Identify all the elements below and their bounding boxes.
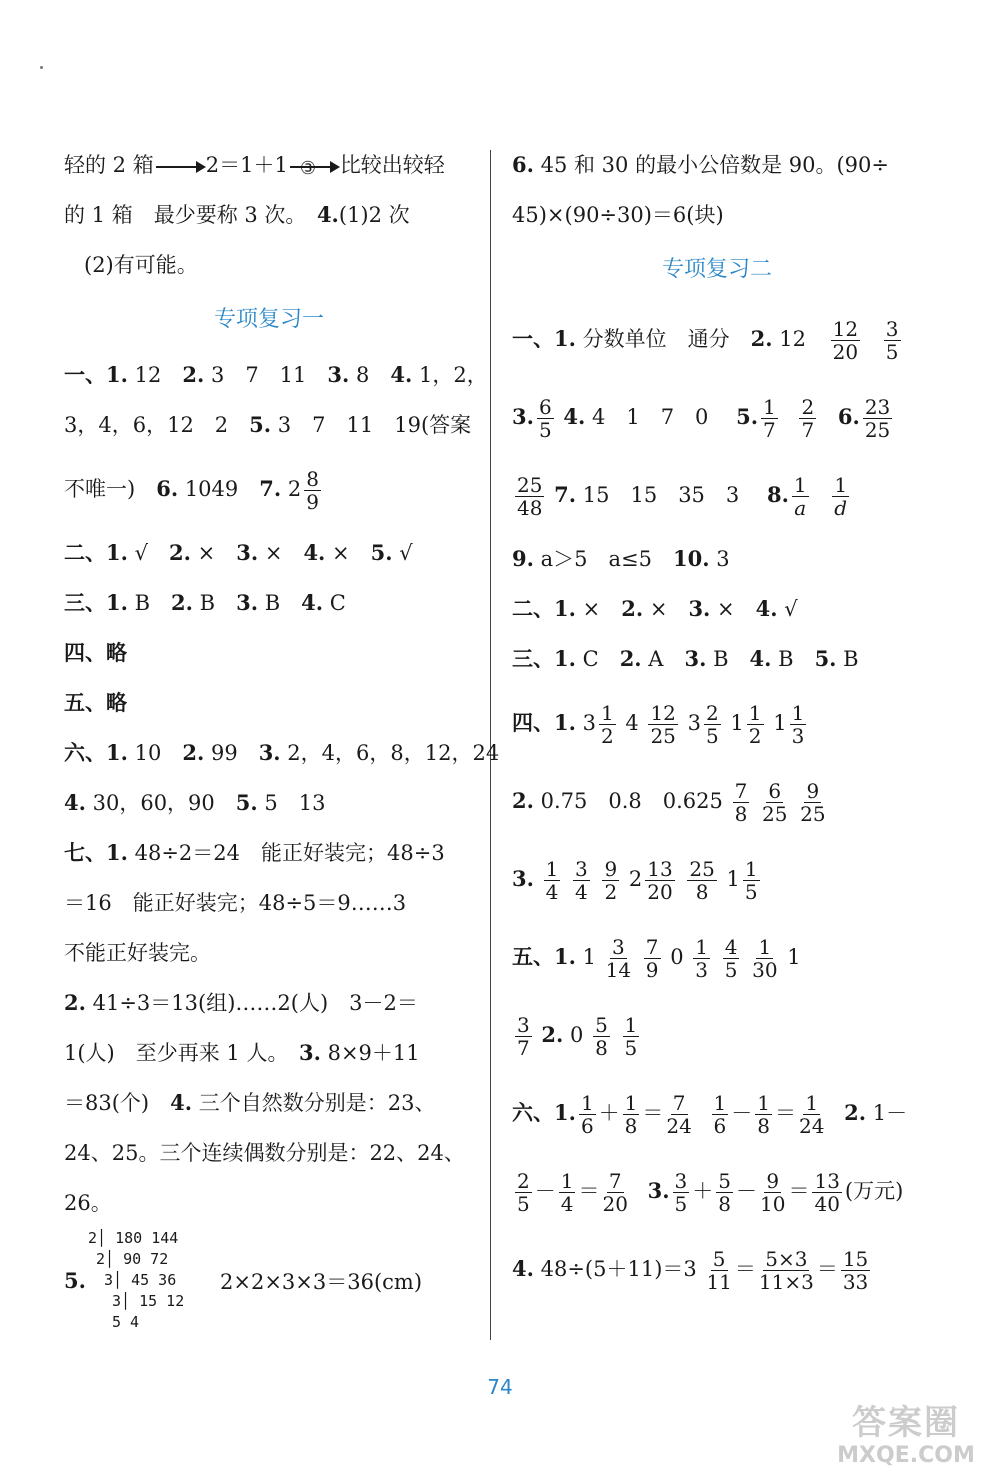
- fraction: $\frac{1}{d}$: [834, 473, 848, 520]
- text: 不能正好装完。: [64, 941, 211, 965]
- text: 1(人) 至少再来 1 人。: [64, 1041, 299, 1065]
- question-number: 3.: [512, 866, 534, 891]
- question-number: 2.: [169, 540, 191, 565]
- fraction: $\frac{3}{7}$: [517, 1013, 530, 1060]
- left-column: [64, 140, 500, 1338]
- text: 30，60，90: [85, 791, 236, 815]
- question-number: 三、1.: [64, 590, 128, 615]
- division-row: 2│ 90 72: [96, 1250, 169, 1268]
- text: ×: [325, 541, 371, 565]
- question-number: 3.: [236, 590, 259, 615]
- answer-line: [512, 840, 922, 918]
- answer-line: [64, 528, 474, 578]
- answer-line: [64, 928, 474, 978]
- question-number: 5.: [814, 646, 837, 671]
- watermark-url: MXQE.COM: [837, 1443, 975, 1468]
- text: 5 13: [257, 791, 326, 815]
- text: 2，4，6，8，12，24: [280, 741, 500, 765]
- question-number: 2.: [171, 590, 193, 615]
- text: 2＝1＋1: [205, 153, 288, 177]
- question-number: 六、1.: [512, 1100, 576, 1125]
- fraction: $\frac{1}{3}$: [695, 935, 708, 982]
- fraction: $\frac{9}{2}$: [604, 857, 618, 904]
- answer-line: [64, 828, 474, 878]
- section-heading: 专项复习二: [661, 257, 772, 282]
- text: √: [777, 597, 798, 621]
- question-number: 5.: [370, 540, 393, 565]
- text: 26。: [64, 1191, 112, 1215]
- answer-line: [512, 456, 922, 534]
- answer-line: [64, 728, 500, 778]
- question-number: 3.: [298, 1040, 321, 1065]
- answer-line: [512, 190, 922, 240]
- text: 41÷3＝13(组)……2(人) 3－2＝: [85, 991, 418, 1015]
- question-number: 3.: [512, 404, 534, 429]
- text: 1－: [866, 1101, 908, 1125]
- text: 3: [687, 711, 701, 735]
- question-number: 一、1.: [64, 362, 128, 387]
- text: 10: [127, 741, 183, 765]
- text: B: [771, 647, 815, 671]
- question-number: 2.: [182, 740, 205, 765]
- question-number: 4.: [749, 646, 772, 671]
- operator: ＋: [598, 1101, 620, 1125]
- text: 0: [563, 1023, 591, 1047]
- fraction: $\frac{4}{5}$: [724, 935, 738, 982]
- answer-line: [512, 584, 922, 634]
- answer-line: [64, 878, 474, 928]
- question-number: 2.: [64, 990, 86, 1015]
- answer-line: [512, 534, 922, 584]
- watermark-text: 答案圈: [852, 1403, 960, 1443]
- question-number: 6.: [512, 152, 534, 177]
- division-row: 3│ 15 12: [112, 1292, 185, 1310]
- fraction: $\frac{1}{5}$: [624, 1013, 638, 1060]
- fraction: $\frac{1}{5}$: [744, 857, 758, 904]
- question-number: 9.: [512, 546, 534, 571]
- text: 三个自然数分别是：23、: [192, 1091, 436, 1115]
- text: C: [575, 647, 620, 671]
- question-number: 5.: [736, 404, 759, 429]
- text: 0: [670, 945, 691, 969]
- circled-number: ③: [299, 157, 316, 179]
- fraction: $\frac{1}{8}$: [624, 1091, 638, 1138]
- text: 2: [628, 867, 643, 891]
- question-number: 3.: [647, 1178, 670, 1203]
- fraction: $\frac{1}{2}$: [600, 701, 614, 748]
- text: 的 1 箱 最少要称 3 次。: [64, 203, 317, 227]
- text: B: [836, 647, 859, 671]
- text: 1: [787, 945, 801, 969]
- text: 1: [575, 945, 603, 969]
- text: 轻的 2 箱: [64, 153, 154, 177]
- division-row: 2│ 180 144: [88, 1229, 179, 1247]
- fraction: $\frac{15}{33}$: [842, 1247, 869, 1294]
- answer-line: [512, 140, 922, 190]
- fraction: $\frac{7}{9}$: [645, 935, 659, 982]
- answer-line: [512, 634, 922, 684]
- fraction: $\frac{1}{7}$: [763, 395, 776, 442]
- answer-line: [64, 1178, 474, 1228]
- operator: －: [731, 1101, 753, 1125]
- question-number: 7.: [554, 482, 577, 507]
- text: 不唯一): [64, 477, 157, 501]
- fraction: $\frac{25}{48}$: [517, 473, 543, 520]
- answer-line: [512, 1230, 922, 1308]
- fraction: $\frac{1}{24}$: [799, 1091, 825, 1138]
- text: ×: [575, 597, 622, 621]
- question-number: 2.: [512, 788, 534, 813]
- text: 12: [772, 327, 806, 351]
- text: 2: [281, 477, 302, 501]
- fraction: $\frac{13}{40}$: [814, 1169, 840, 1216]
- text: 五、略: [64, 690, 127, 715]
- answer-line: [64, 400, 474, 450]
- text: 1，2，: [412, 363, 488, 387]
- fraction: $\frac{1}{4}$: [545, 857, 559, 904]
- answer-line: [512, 762, 922, 840]
- fraction: $\frac{1}{a}$: [793, 473, 807, 520]
- question-number: 3.: [258, 740, 281, 765]
- fraction: $\frac{1}{6}$: [713, 1091, 727, 1138]
- text: 分数单位 通分: [575, 327, 751, 351]
- answer-line: [64, 190, 474, 240]
- question-number: 3.: [236, 540, 259, 565]
- section-heading: 专项复习一: [213, 307, 324, 332]
- operator: －: [736, 1179, 758, 1203]
- text: 1: [730, 711, 744, 735]
- text: 4: [625, 711, 646, 735]
- text: A: [641, 647, 685, 671]
- question-number: 六、1.: [64, 740, 128, 765]
- question-number: 6.: [837, 404, 860, 429]
- text: 1: [773, 711, 787, 735]
- text: ×: [190, 541, 237, 565]
- division-row: 3│ 45 36: [104, 1271, 177, 1289]
- text: 15 15 35 3: [576, 483, 761, 507]
- fraction: $\frac{2}{5}$: [517, 1169, 530, 1216]
- text: B: [192, 591, 237, 615]
- operator: ＝: [734, 1257, 756, 1281]
- answer-line: [64, 578, 474, 628]
- answer-line: [512, 918, 922, 996]
- question-number: 2.: [619, 646, 642, 671]
- text: 8×9＋11: [320, 1041, 420, 1065]
- operator: ＋: [692, 1179, 714, 1203]
- question-number: 二、1.: [64, 540, 128, 565]
- text: B: [706, 647, 750, 671]
- text: 12: [127, 363, 183, 387]
- question-number: 7.: [259, 476, 282, 501]
- text: (万元): [844, 1179, 904, 1203]
- answer-line: [64, 678, 474, 728]
- question-number: 4.: [390, 362, 413, 387]
- operator: ＝: [788, 1179, 810, 1203]
- fraction: $\frac{7}{20}$: [602, 1169, 628, 1216]
- operator: ＝: [642, 1101, 664, 1125]
- question-number: 4.: [170, 1090, 193, 1115]
- text: ＝16 能正好装完；48÷5＝9……3: [64, 891, 407, 915]
- fraction: $\frac{1}{3}$: [791, 701, 805, 748]
- fraction: $\frac{3}{5}$: [885, 317, 899, 364]
- fraction: $\frac{1}{2}$: [748, 701, 762, 748]
- answer-line: [512, 996, 922, 1074]
- division-table: [88, 1228, 184, 1333]
- answer-line: [64, 1078, 474, 1128]
- short-division: [64, 1228, 474, 1338]
- answer-line: [64, 978, 474, 1028]
- operator: －: [534, 1179, 556, 1203]
- operator: ＝: [816, 1257, 838, 1281]
- fraction: $\frac{9}{10}$: [760, 1169, 786, 1216]
- text: ×: [258, 541, 304, 565]
- fraction: $\frac{5}{11}$: [706, 1247, 732, 1294]
- fraction: $\frac{1}{30}$: [752, 935, 778, 982]
- fraction: $\frac{12}{25}$: [650, 701, 676, 748]
- right-column: [512, 140, 922, 1308]
- fraction: $\frac{1}{4}$: [560, 1169, 574, 1216]
- text: 比较出较轻: [339, 153, 445, 177]
- operator: ＝: [775, 1101, 797, 1125]
- question-number: 七、1.: [64, 840, 128, 865]
- fraction: $\frac{1}{8}$: [757, 1091, 771, 1138]
- question-number: 4.: [301, 590, 324, 615]
- text: 3: [709, 547, 730, 571]
- question-number: 4.: [64, 790, 86, 815]
- question-number: 4.: [316, 202, 339, 227]
- text: 45)×(90÷30)＝6(块): [512, 203, 724, 227]
- text: 1: [726, 867, 740, 891]
- fraction: $\frac{3}{14}$: [605, 935, 632, 982]
- text: 45 和 30 的最小公倍数是 90。(90÷: [533, 153, 889, 177]
- question-number: 3.: [684, 646, 707, 671]
- question-number: 三、1.: [512, 646, 576, 671]
- fraction: $\frac{2}{7}$: [801, 395, 815, 442]
- text: 4 1 7 0: [585, 405, 730, 429]
- fraction: $\frac{6}{5}$: [538, 395, 552, 442]
- text: a＞5 a≤5: [533, 547, 673, 571]
- fraction: $\frac{8}{9}$: [306, 467, 319, 514]
- question-number: 四、1.: [512, 710, 576, 735]
- question-number: 4.: [563, 404, 586, 429]
- question-number: 2.: [844, 1100, 867, 1125]
- answer-line: [64, 1028, 474, 1078]
- fraction: $\frac{12}{20}$: [832, 317, 859, 364]
- text: ×: [643, 597, 689, 621]
- question-number: 6.: [156, 476, 179, 501]
- question-number: 一、1.: [512, 326, 576, 351]
- fraction: $\frac{2}{5}$: [705, 701, 719, 748]
- fraction: $\frac{9}{25}$: [800, 779, 826, 826]
- fraction: $\frac{23}{25}$: [864, 395, 891, 442]
- text: 3: [575, 711, 596, 735]
- fraction: $\frac{5\times 3}{11\times 3}$: [758, 1247, 814, 1294]
- text: 1049: [178, 477, 260, 501]
- text: 24、25。三个连续偶数分别是：22、24、: [64, 1141, 465, 1165]
- answer-line: [64, 450, 474, 528]
- answer-line: [64, 1128, 474, 1178]
- fraction: $\frac{25}{8}$: [689, 857, 715, 904]
- text: 99: [204, 741, 259, 765]
- division-row: 5 4: [112, 1313, 140, 1331]
- question-number: 2.: [182, 362, 205, 387]
- text: 2×2×3×3＝36(cm): [220, 1270, 423, 1294]
- answer-line: [64, 240, 474, 290]
- fraction: $\frac{3}{5}$: [674, 1169, 688, 1216]
- question-number: 5.: [235, 790, 258, 815]
- question-number: 10.: [672, 546, 710, 571]
- text: 3 7 11: [204, 363, 328, 387]
- text: 3，4，6，12 2: [64, 413, 250, 437]
- question-number: 2.: [750, 326, 773, 351]
- page-number: 74: [487, 1375, 513, 1399]
- answer-line: [64, 628, 474, 678]
- text: 48÷2＝24 能正好装完；48÷3: [127, 841, 445, 865]
- answer-line: [512, 684, 922, 762]
- text: 48÷(5＋11)＝3: [533, 1257, 704, 1281]
- fraction: $\frac{5}{8}$: [595, 1013, 608, 1060]
- arrow-icon: [290, 157, 338, 179]
- question-number: 4.: [303, 540, 326, 565]
- text: √: [127, 541, 169, 565]
- fraction: $\frac{1}{6}$: [580, 1091, 594, 1138]
- text: 8: [349, 363, 391, 387]
- answer-line: [512, 378, 922, 456]
- answer-line: [64, 778, 474, 828]
- watermark-logo: [832, 1403, 980, 1471]
- text: (2)有可能。: [84, 253, 198, 277]
- question-number: 3.: [327, 362, 350, 387]
- fraction: $\frac{5}{8}$: [718, 1169, 732, 1216]
- question-number: 2.: [541, 1022, 564, 1047]
- fraction: $\frac{13}{20}$: [647, 857, 673, 904]
- question-number: 5.: [64, 1268, 86, 1293]
- text: C: [323, 591, 346, 615]
- text: 3 7 11 19(答案: [271, 413, 472, 437]
- question-number: 五、1.: [512, 944, 576, 969]
- question-number: 4.: [755, 596, 778, 621]
- arrow-icon: [156, 166, 204, 168]
- text: 四、略: [64, 640, 127, 665]
- answer-line: [512, 300, 922, 378]
- text: 0.75 0.8 0.625: [533, 789, 730, 813]
- text: ×: [710, 597, 756, 621]
- question-number: 4.: [512, 1256, 534, 1281]
- text: B: [258, 591, 302, 615]
- question-number: 8.: [766, 482, 789, 507]
- fraction: $\frac{3}{4}$: [575, 857, 588, 904]
- question-number: 2.: [621, 596, 644, 621]
- text: B: [127, 591, 172, 615]
- answer-line: [64, 350, 488, 400]
- fraction: $\frac{6}{25}$: [761, 779, 788, 826]
- text: (1)2 次: [338, 203, 410, 227]
- question-number: 3.: [688, 596, 711, 621]
- text: ＝83(个): [64, 1091, 171, 1115]
- question-number: 二、1.: [512, 596, 576, 621]
- answer-line: [64, 140, 474, 190]
- text: √: [392, 541, 413, 565]
- answer-line: [512, 1074, 922, 1152]
- fraction: $\frac{7}{24}$: [666, 1091, 692, 1138]
- answer-line: [512, 1152, 922, 1230]
- question-number: 5.: [249, 412, 272, 437]
- fraction: $\frac{7}{8}$: [734, 779, 748, 826]
- operator: ＝: [578, 1179, 600, 1203]
